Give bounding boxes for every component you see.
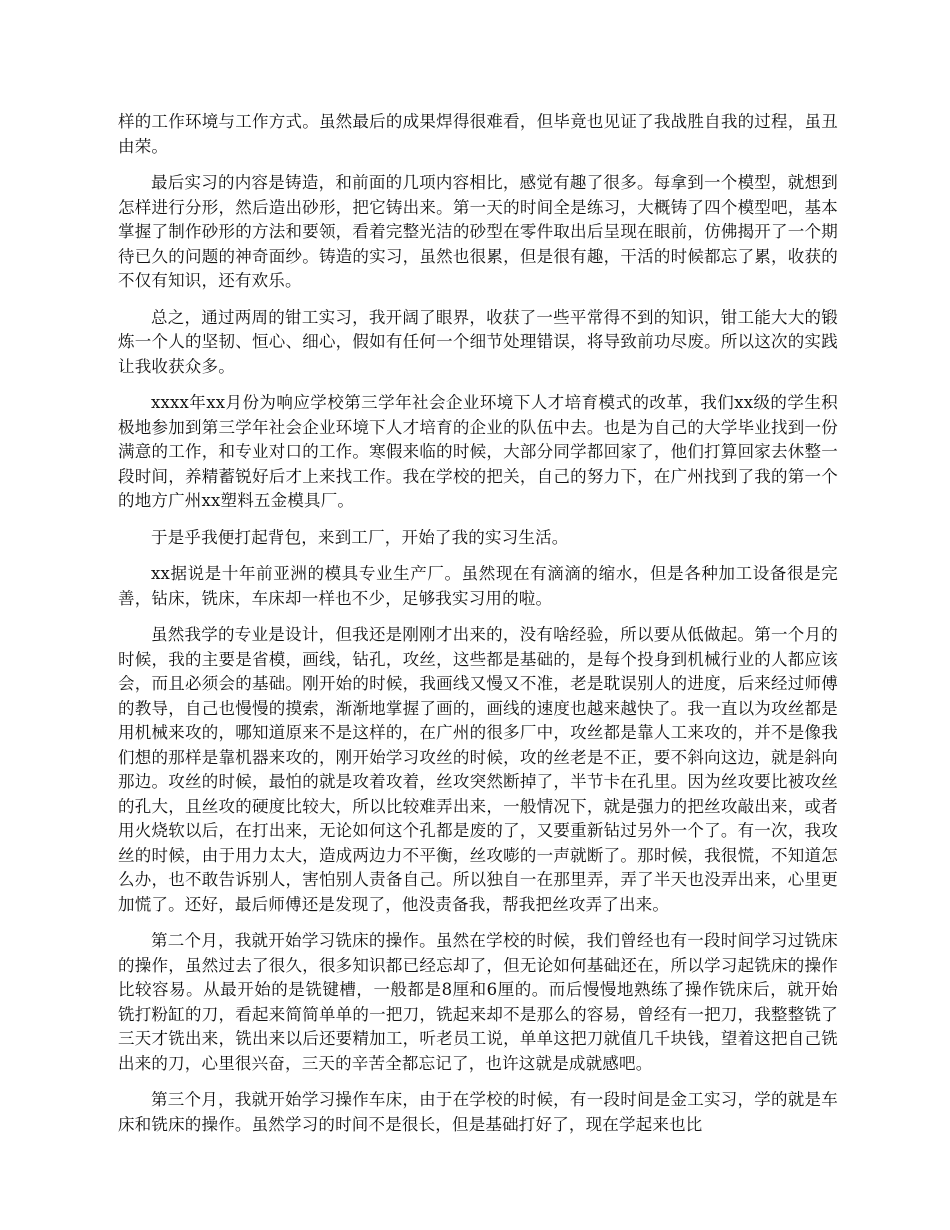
paragraph-first-month: 虽然我学的专业是设计，但我还是刚刚才出来的，没有啥经验，所以要从低做起。第一个月的时候，我的主要是省模，画线，钻孔，攻丝，这些都是基础的，是每个投身到机械行业的人都应该会，而且必须会的基础。刚开始的时候，我画线又慢又不准，老是耽误别人的进度，后来经过师傅的教导，自己也慢慢的摸索，渐渐地掌握了画的，画线的速度也越来越快了。我一直以为攻丝都是用机械来攻的，哪知道原来不是这样的，在广州的很多厂中，攻丝都是靠人工来攻的，并不是像我们想的那样是靠机器来攻的，刚开始学习攻丝的时候，攻的丝老是不正，要不斜向这边，就是斜向那边。攻丝的时候，最怕的就是攻着攻着，丝攻突然断掉了，半节卡在孔里。因为丝攻要比被攻丝的孔大，且丝攻的硬度比较大，所以比较难弄出来，一般情况下，就是强力的把丝攻敲出来，或者用火烧软以后，在打出来，无论如何这个孔都是废的了，又要重新钻过另外一个了。有一次，我攻丝的时候，由于用力太大，造成两边力不平衡，丝攻嘭的一声就断了。那时候，我很慌，不知道怎么办，也不敢告诉别人，害怕别人责备自己。所以独自一在那里弄，弄了半天也没弄出来，心里更加慌了。还好，最后师傅还是发现了，他没责备我，帮我把丝攻弄了出来。 — [118, 625, 838, 914]
paragraph-third-month: 第三个月，我就开始学习操作车床，由于在学校的时候，有一段时间是金工实习，学的就是车床和铣床的操作。虽然学习的时间不是很长，但是基础打好了，现在学起来也比 — [118, 1090, 838, 1134]
paragraph-welding-conclusion: 样的工作环境与工作方式。虽然最后的成果焊得很难看，但毕竟也见证了我战胜自我的过程，虽丑由荣。 — [118, 112, 838, 156]
paragraph-internship-intro: xxxx年xx月份为响应学校第三学年社会企业环境下人才培育模式的改革，我们xx级的学生积极地参加到第三学年社会企业环境下人才培育的企业的队伍中去。也是为自己的大学毕业找到一份满意的工作，和专业对口的工作。寒假来临的时候，大部分同学都回家了，他们打算回家去休整一段时间，养精蓄锐好后才上来找工作。我在学校的把关，自己的努力下，在广州找到了我的第一个的地方广州xx塑料五金模具厂。 — [118, 393, 838, 510]
paragraph-summary: 总之，通过两周的钳工实习，我开阔了眼界，收获了一些平常得不到的知识，钳工能大大的锻炼一个人的坚韧、恒心、细心，假如有任何一个细节处理错误，将导致前功尽废。所以这次的实践让我收获众多。 — [118, 307, 838, 376]
paragraph-casting: 最后实习的内容是铸造，和前面的几项内容相比，感觉有趣了很多。每拿到一个模型，就想到怎样进行分形，然后造出砂形，把它铸出来。第一天的时间全是练习，大概铸了四个模型吧，基本掌握了制作砂形的方法和要领，看着完整光洁的砂型在零件取出后呈现在眼前，仿佛揭开了一个期待已久的问题的神奇面纱。铸造的实习，虽然也很累，但是很有趣，干活的时候都忘了累，收获的不仅有知识，还有欢乐。 — [118, 173, 838, 290]
paragraph-second-month: 第二个月，我就开始学习铣床的操作。虽然在学校的时候，我们曾经也有一段时间学习过铣床的操作，虽然过去了很久，很多知识都已经忘却了，但无论如何基础还在，所以学习起铣床的操作比较容易。从最开始的是铣键槽，一般都是8厘和6厘的。而后慢慢地熟练了操作铣床后，就开始铣打粉缸的刀，看起来简简单单的一把刀，铣起来却不是那么的容易，曾经有一把刀，我整整铣了三天才铣出来，铣出来以后还要精加工，听老员工说，单单这把刀就值几千块钱，望着这把自己铣出来的刀，心里很兴奋，三天的辛苦全都忘记了，也许这就是成就感吧。 — [118, 931, 838, 1073]
paragraph-start-internship: 于是乎我便打起背包，来到工厂，开始了我的实习生活。 — [151, 527, 569, 547]
paragraph-factory: xx据说是十年前亚洲的模具专业生产厂。虽然现在有滴滴的缩水，但是各种加工设备很是完善，钻床，铣床，车床却一样也不少，足够我实习用的啦。 — [118, 564, 838, 608]
document-body — [118, 110, 838, 1149]
